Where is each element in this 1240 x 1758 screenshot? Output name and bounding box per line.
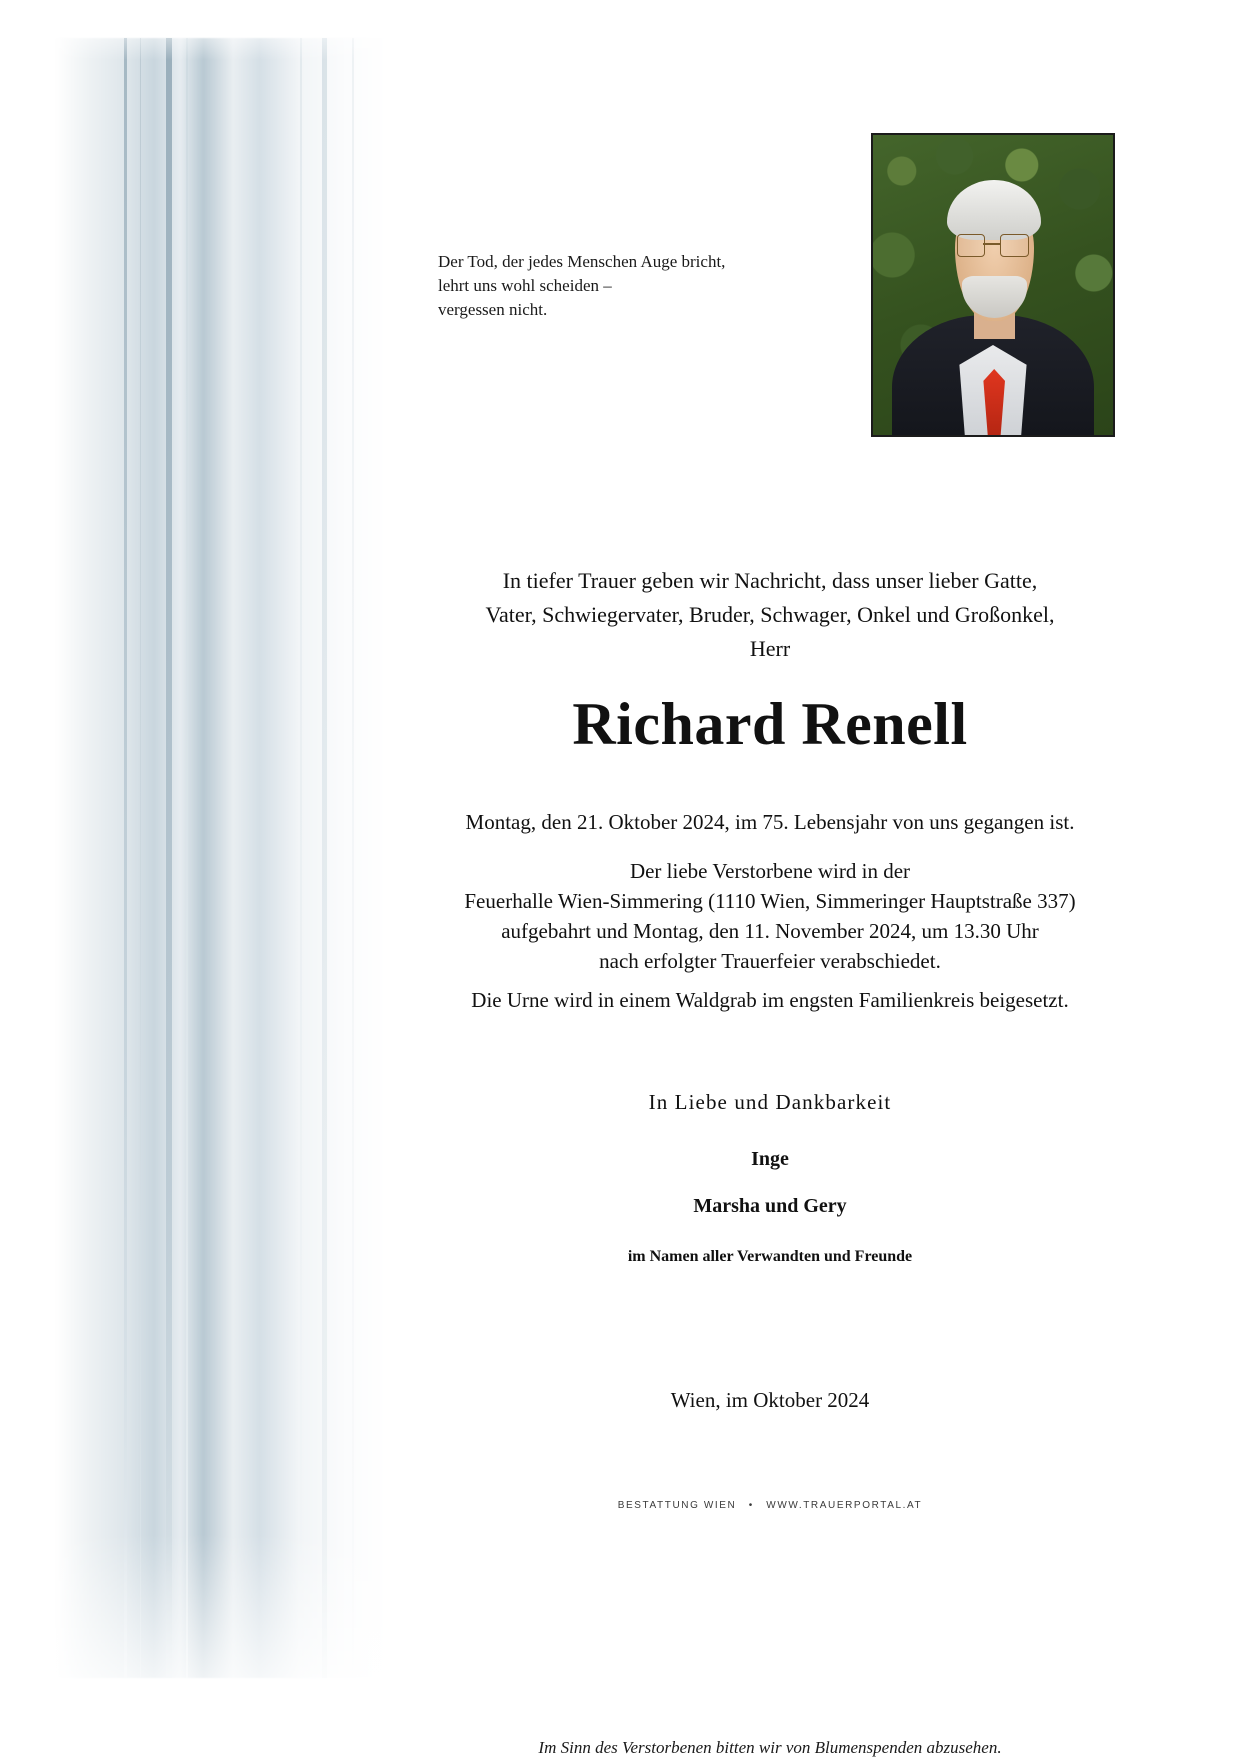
closing-salutation: In Liebe und Dankbarkeit: [648, 1090, 892, 1114]
footer-website[interactable]: WWW.TRAUERPORTAL.AT: [766, 1500, 923, 1511]
survivors-collective-note: im Namen aller Verwandten und Freunde: [627, 1248, 913, 1265]
announcement-line-2: Vater, Schwiegervater, Bruder, Schwager, Onkel und Großonkel,: [485, 602, 1055, 628]
verse-line-2: lehrt uns wohl scheiden –: [438, 276, 612, 296]
decorative-left-band: [0, 0, 420, 1754]
announcement-line-3: Herr: [749, 636, 791, 662]
ceremony-line-4: nach erfolgter Trauerfeier verabschiedet.: [599, 949, 941, 974]
portrait-canvas: [873, 135, 1113, 435]
obituary-content: [420, 0, 1120, 1757]
band-stripe-2: [140, 38, 141, 1678]
footer-company: BESTATTUNG WIEN: [617, 1500, 737, 1511]
place-and-date: Wien, im Oktober 2024: [670, 1388, 870, 1412]
portrait-glasses-bridge: [983, 243, 1000, 245]
band-stripe-3: [166, 38, 172, 1678]
announcement-text: [420, 564, 1120, 666]
survivor-name-primary: Inge: [751, 1148, 789, 1170]
survivor-names-secondary: Marsha und Gery: [693, 1195, 847, 1217]
band-stripe-6: [322, 38, 327, 1678]
footer-credit: [420, 1500, 1120, 1511]
band-stripe-7: [352, 38, 354, 1678]
burial-text: Die Urne wird in einem Waldgrab im engsten Familienkreis beigesetzt.: [471, 988, 1069, 1012]
band-stripe-4: [186, 38, 188, 1678]
ceremony-details: [380, 856, 1160, 976]
band-fade-bottom: [0, 1534, 420, 1754]
deceased-name: Richard Renell: [572, 691, 968, 757]
ceremony-line-3: aufgebahrt und Montag, den 11. November 2024, um 13.30 Uhr: [501, 919, 1039, 944]
flower-donation-note: Im Sinn des Verstorbenen bitten wir von Blumenspenden abzusehen.: [538, 1738, 1002, 1757]
verse-line-1: Der Tod, der jedes Menschen Auge bricht,: [438, 252, 726, 271]
band-gradient-wash: [55, 38, 385, 1678]
footer-separator-dot: •: [748, 1500, 754, 1511]
memorial-verse: [438, 250, 818, 322]
band-fade-top: [0, 0, 420, 60]
band-stripe-5: [300, 38, 302, 1678]
date-of-death-text: Montag, den 21. Oktober 2024, im 75. Lebensjahr von uns gegangen ist.: [465, 810, 1075, 834]
ceremony-line-2: Feuerhalle Wien-Simmering (1110 Wien, Simmeringer Hauptstraße 337): [464, 889, 1076, 914]
portrait-photo: [871, 133, 1115, 437]
band-stripe-1: [124, 38, 127, 1678]
verse-line-3: vergessen nicht.: [438, 300, 548, 320]
announcement-line-1: In tiefer Trauer geben wir Nachricht, dass unser lieber Gatte,: [502, 568, 1038, 593]
portrait-glasses-left-lens: [957, 234, 985, 257]
portrait-glasses-right-lens: [1000, 234, 1028, 257]
ceremony-line-1: Der liebe Verstorbene wird in der: [629, 859, 911, 883]
